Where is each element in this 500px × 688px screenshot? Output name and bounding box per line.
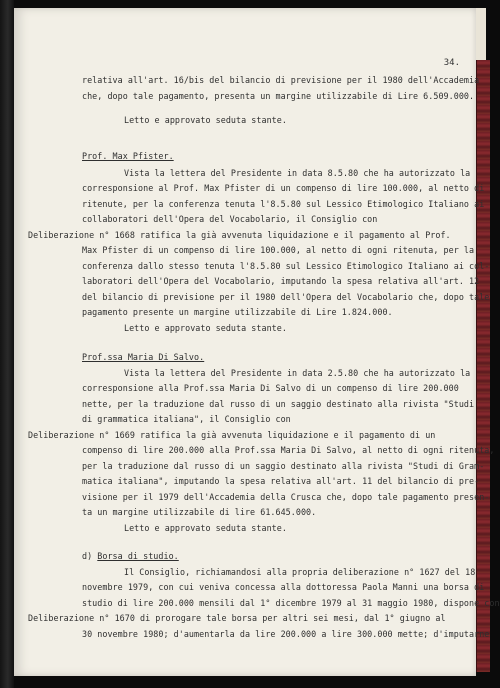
text-line: novembre 1979, con cui veniva concessa alla dottoressa Paola Manni una borsa di (82, 582, 485, 592)
page-number: 34. (443, 58, 460, 68)
text-line: Vista la lettera del Presidente in data 8.5.80 che ha autorizzato la (124, 168, 471, 178)
section-heading-borsa-di-studio (82, 549, 179, 564)
page-edge-top (476, 8, 486, 60)
text-line: nette, per la traduzione dal russo di un saggio destinato alla rivista "Studi (82, 399, 475, 409)
text-line: per la traduzione dal russo di un saggio destinato alla rivista "Studi di Gram- (82, 461, 485, 471)
text-line: Max Pfister di un compenso di lire 100.000, al netto di ogni ritenuta, per la (82, 245, 475, 255)
section-heading-text: d) Borsa di studio. (82, 551, 179, 561)
text-line: matica italiana", imputando la spesa relativa all'art. 11 del bilancio di pre- (82, 476, 480, 486)
text-line: di grammatica italiana", il Consiglio con (82, 414, 291, 424)
section-heading-underlined: Borsa di studio. (97, 551, 179, 561)
text-line: del bilancio di previsione per il 1980 dell'Opera del Vocabolario che, dopo tale (82, 292, 490, 302)
text-line: visione per il 1979 dell'Accademia della Crusca che, dopo tale pagamento presen- (82, 492, 490, 502)
text-line: Il Consiglio, richiamandosi alla propria deliberazione n° 1627 del 18 (124, 567, 476, 577)
text-line: collaboratori dell'Opera del Vocabolario, il Consiglio con (82, 214, 378, 224)
text-line: pagamento presente un margine utilizzabile di Lire 1.824.000. (82, 307, 393, 317)
text-line: ritenute, per la conferenza tenuta l'8.5.80 sul Lessico Etimologico Italiano ai (82, 199, 485, 209)
text-line: relativa all'art. 16/bis del bilancio di previsione per il 1980 dell'Accademia (82, 75, 480, 85)
text-line: Letto e approvato seduta stante. (124, 323, 287, 333)
section-heading-maria-di-salvo: Prof.ssa Maria Di Salvo. (82, 352, 205, 362)
book-binding (0, 0, 14, 688)
section-heading-max-pfister: Prof. Max Pfister. (82, 151, 174, 161)
text-line: compenso di lire 200.000 alla Prof.ssa Maria Di Salvo, al netto di ogni ritenuta, (82, 445, 495, 455)
text-line: Deliberazione n° 1669 ratifica la già avvenuta liquidazione e il pagamento di un (28, 430, 436, 440)
text-line: 30 novembre 1980; d'aumentarla da lire 200.000 a lire 300.000 mette; d'imputarne (82, 629, 490, 639)
text-line: Vista la lettera del Presidente in data 2.5.80 che ha autorizzato la (124, 368, 471, 378)
text-line: che, dopo tale pagamento, presenta un margine utilizzabile di Lire 6.509.000. (82, 91, 475, 101)
text-line: corresponsione alla Prof.ssa Maria Di Salvo di un compenso di lire 200.000 (82, 383, 459, 393)
text-line: ta un margine utilizzabile di lire 61.645.000. (82, 507, 317, 517)
text-line: Letto e approvato seduta stante. (124, 523, 287, 533)
text-line: Deliberazione n° 1668 ratifica la già avvenuta liquidazione e il pagamento al Prof. (28, 230, 451, 240)
text-line: laboratori dell'Opera del Vocabolario, imputando la spesa relativa all'art. 12 (82, 276, 480, 286)
text-line: studio di lire 200.000 mensili dal 1° dicembre 1979 al 31 maggio 1980, dispone con (82, 598, 500, 608)
text-line: conferenza dallo stesso tenuta l'8.5.80 sul Lessico Etimologico Italiano ai col- (82, 261, 490, 271)
text-line: Letto e approvato seduta stante. (124, 115, 287, 125)
text-line: corresponsione al Prof. Max Pfister di un compenso di lire 100.000, al netto di (82, 183, 485, 193)
text-line: Deliberazione n° 1670 di prorogare tale borsa per altri sei mesi, dal 1° giugno al (28, 613, 446, 623)
